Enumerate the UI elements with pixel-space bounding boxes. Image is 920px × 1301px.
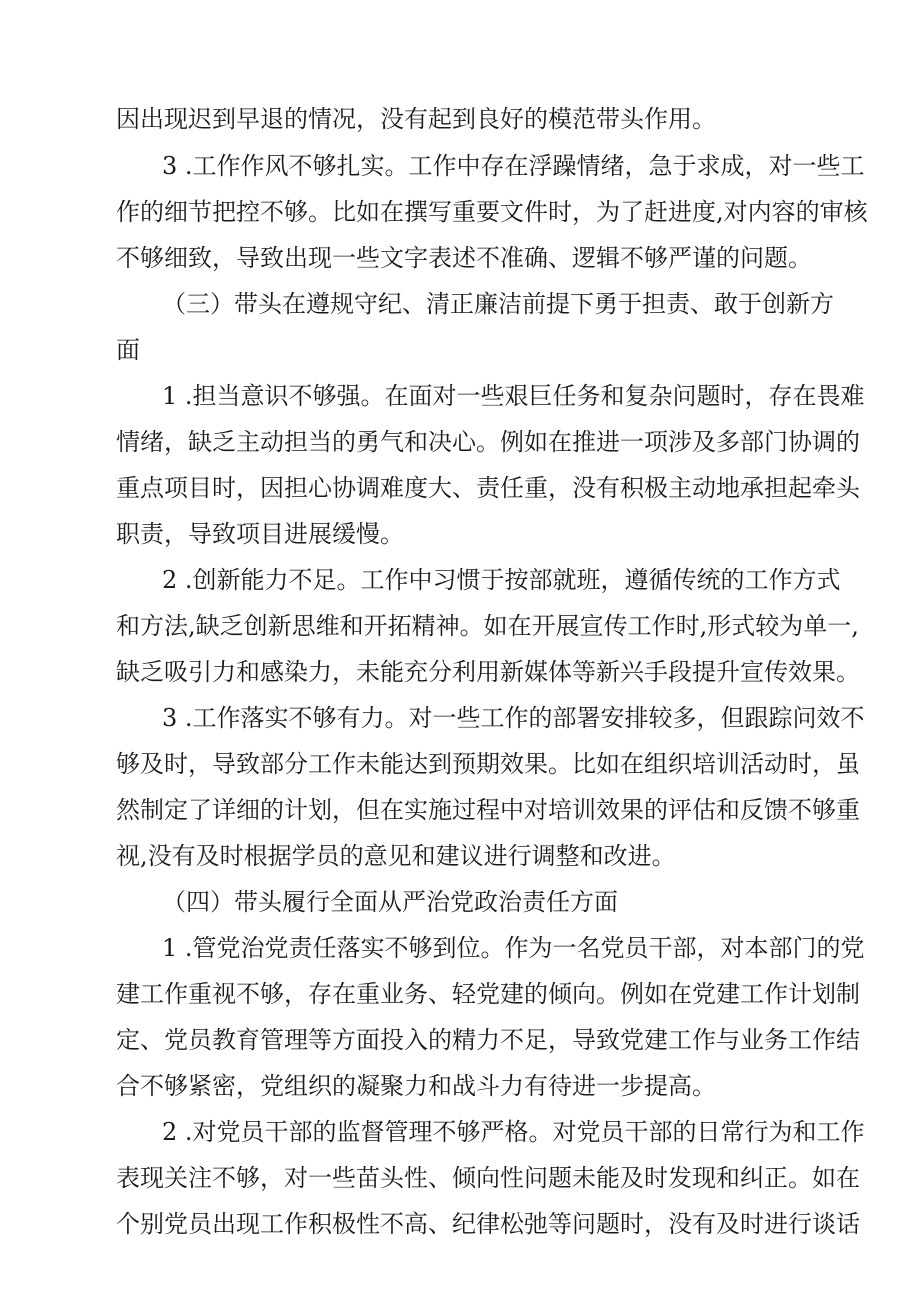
section-heading-line: （三）带头在遵规守纪、清正廉洁前提下勇于担责、敢于创新方 [162,290,834,318]
list-item-heading-line: 1 .管党治党责任落实不够到位。作为一名党员干部，对本部门的党 [162,934,865,962]
body-text-line: 视,没有及时根据学员的意见和建议进行调整和改进。 [116,842,676,870]
body-text-line: 够及时，导致部分工作未能达到预期效果。比如在组织培训活动时，虽 [116,750,860,778]
body-text-line: 因出现迟到早退的情况，没有起到良好的模范带头作用。 [116,105,716,133]
body-text-line: 不够细致，导致出现一些文字表述不准确、逻辑不够严谨的问题。 [116,244,812,272]
section-heading-line: 面 [116,336,140,364]
section-heading-line: （四）带头履行全面从严治党政治责任方面 [162,888,618,916]
body-text-line: 定、党员教育管理等方面投入的精力不足，导致党建工作与业务工作结 [116,1026,860,1054]
body-text-line: 重点项目时，因担心协调难度大、责任重，没有积极主动地承担起牵头 [116,474,860,502]
body-text-line: 个别党员出现工作积极性不高、纪律松弛等问题时，没有及时进行谈话 [116,1210,860,1238]
body-text-line: 然制定了详细的计划，但在实施过程中对培训效果的评估和反馈不够重 [116,796,860,824]
body-text-line: 合不够紧密，党组织的凝聚力和战斗力有待进一步提高。 [116,1072,716,1100]
list-item-heading-line: 2 .对党员干部的监督管理不够严格。对党员干部的日常行为和工作 [162,1118,865,1146]
body-text-line: 表现关注不够，对一些苗头性、倾向性问题未能及时发现和纠正。如在 [116,1164,860,1192]
body-text-line: 情绪，缺乏主动担当的勇气和决心。例如在推进一项涉及多部门协调的 [116,428,860,456]
body-text-line: 作的细节把控不够。比如在撰写重要文件时，为了赶进度,对内容的审核 [116,198,868,226]
list-item-heading-line: 3 .工作落实不够有力。对一些工作的部署安排较多，但跟踪问效不 [162,704,865,732]
list-item-heading-line: 1 .担当意识不够强。在面对一些艰巨任务和复杂问题时，存在畏难 [162,382,865,410]
list-item-heading-line: 2 .创新能力不足。工作中习惯于按部就班，遵循传统的工作方式 [162,566,841,594]
body-text-line: 建工作重视不够，存在重业务、轻党建的倾向。例如在党建工作计划制 [116,980,860,1008]
body-text-line: 和方法,缺乏创新思维和开拓精神。如在开展宣传工作时,形式较为单一, [116,612,859,640]
body-text-line: 缺乏吸引力和感染力，未能充分利用新媒体等新兴手段提升宣传效果。 [116,658,860,686]
list-item-heading-line: 3 .工作作风不够扎实。工作中存在浮躁情绪，急于求成，对一些工 [162,152,865,180]
body-text-line: 职责，导致项目进展缓慢。 [116,520,404,548]
